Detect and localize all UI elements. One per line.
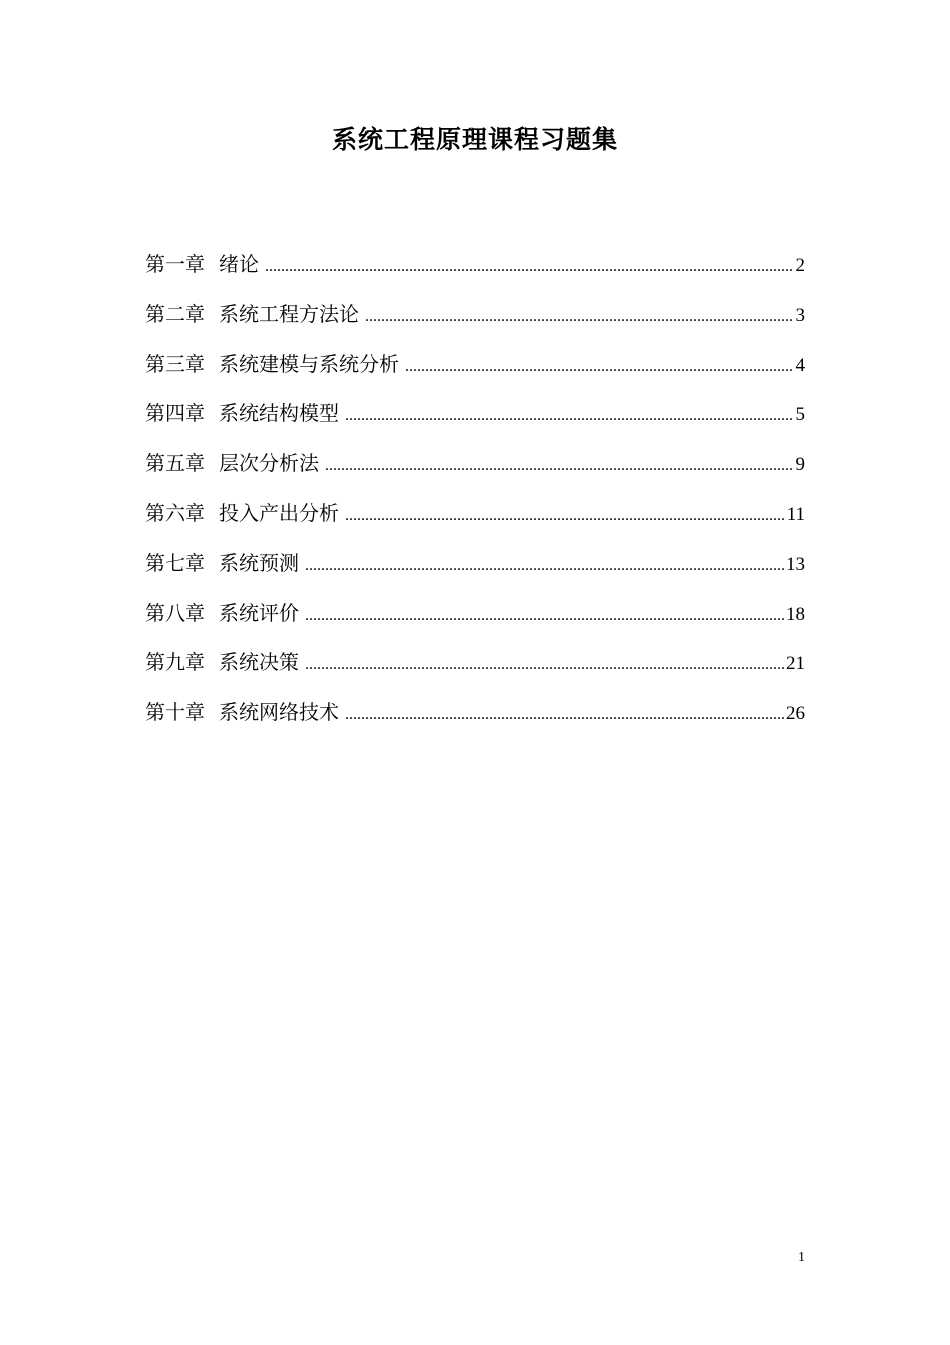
document-title: 系统工程原理课程习题集 [331,125,618,154]
toc-entry-title: 系统决策 [219,650,299,675]
toc-entry-title: 系统评价 [219,600,299,625]
toc-page-number: 9 [795,454,805,476]
toc-page-number: 4 [795,354,805,376]
toc-entry-title: 绪论 [219,252,259,276]
toc-dot-leader [325,446,794,486]
toc-entry-title: 层次分析法 [219,451,319,476]
toc-dot-leader [265,247,794,287]
toc-page-number: 2 [795,255,805,276]
toc-dot-leader [305,645,784,685]
toc-dot-leader [345,695,784,735]
toc-entry[interactable] [145,493,805,543]
toc-entry-title: 系统结构模型 [219,401,339,426]
toc-dot-leader [305,596,784,636]
toc-entry[interactable] [145,393,805,443]
toc-dot-leader [365,297,794,337]
toc-chapter-label: 第三章 [145,351,205,376]
toc-entry[interactable] [145,294,805,344]
toc-chapter-label: 第七章 [145,550,205,575]
toc-chapter-label: 第五章 [145,451,205,476]
toc-page-number: 13 [786,553,805,575]
toc-entry[interactable] [145,642,805,692]
toc-chapter-label: 第二章 [145,301,205,326]
toc-entry[interactable] [145,443,805,493]
toc-dot-leader [345,396,794,436]
toc-chapter-label: 第六章 [145,500,205,525]
toc-chapter-label: 第八章 [145,600,205,625]
toc-page-number: 26 [786,703,805,725]
toc-dot-leader [305,546,784,586]
toc-entry[interactable] [145,543,805,593]
toc-entry-title: 系统网络技术 [219,700,339,725]
toc-entry-title: 系统工程方法论 [219,301,359,326]
toc-page-number: 21 [786,653,805,675]
toc-dot-leader [405,347,794,387]
toc-chapter-label: 第十章 [145,700,205,725]
toc-entry[interactable] [145,244,805,294]
toc-chapter-label: 第九章 [145,650,205,675]
toc-entry-title: 系统建模与系统分析 [219,351,399,376]
toc-entry[interactable] [145,593,805,643]
toc-entry-title: 系统预测 [219,550,299,575]
toc-chapter-label: 第四章 [145,401,205,426]
toc-entry[interactable] [145,692,805,742]
page-number: 1 [798,1250,805,1265]
toc-page-number: 3 [795,304,805,326]
toc-chapter-label: 第一章 [145,252,205,276]
toc-page-number: 5 [795,404,805,426]
toc-entry-title: 投入产出分析 [219,500,339,525]
toc-dot-leader [345,496,785,536]
toc-entry[interactable] [145,344,805,394]
toc-page-number: 18 [786,603,805,625]
table-of-contents [145,244,805,742]
toc-page-number: 11 [786,503,805,525]
